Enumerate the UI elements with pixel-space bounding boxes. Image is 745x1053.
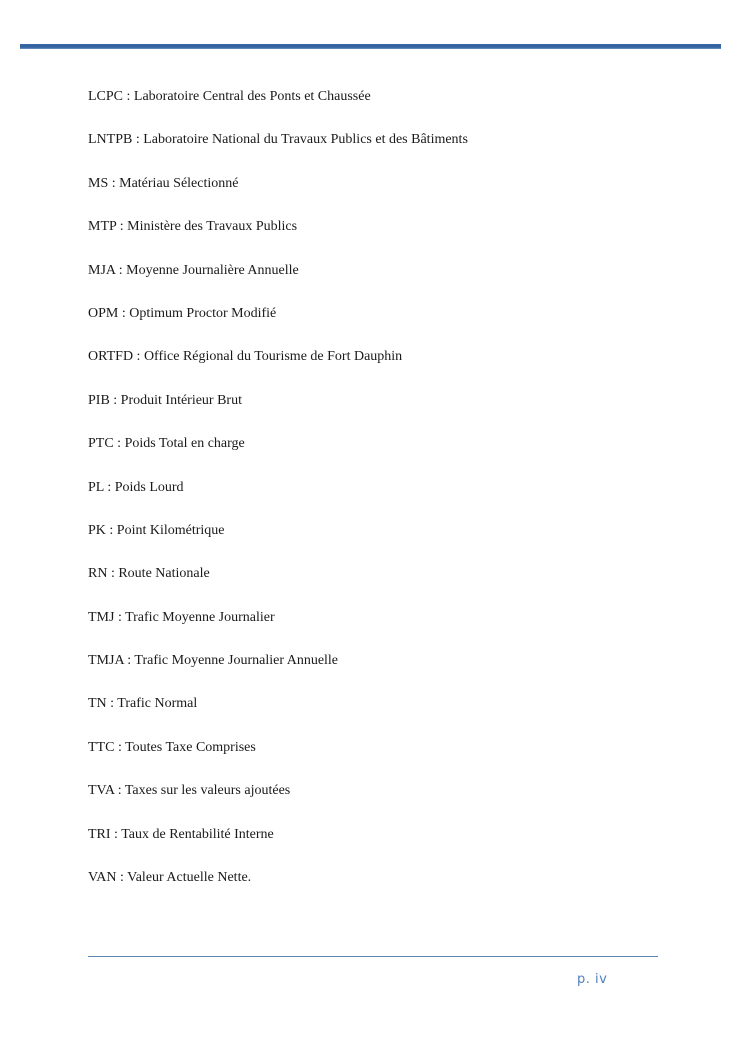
abbreviation-item: MS : Matériau Sélectionné <box>88 175 239 191</box>
abbreviation-item: TVA : Taxes sur les valeurs ajoutées <box>88 783 291 799</box>
abbreviation-list <box>88 87 668 911</box>
abbreviation-item: TTC : Toutes Taxe Comprises <box>88 739 256 755</box>
abbreviation-item: PL : Poids Lourd <box>88 479 184 495</box>
abbreviation-item: TMJ : Trafic Moyenne Journalier <box>88 609 275 625</box>
abbreviation-item: PK : Point Kilométrique <box>88 522 225 538</box>
abbreviation-item: TRI : Taux de Rentabilité Interne <box>88 826 274 842</box>
abbreviation-item: RN : Route Nationale <box>88 566 210 582</box>
footer-rule <box>88 956 658 957</box>
abbreviation-item: LCPC : Laboratoire Central des Ponts et Chaussée <box>88 89 371 104</box>
abbreviation-item: MTP : Ministère des Travaux Publics <box>88 219 298 235</box>
abbreviation-item: VAN : Valeur Actuelle Nette. <box>88 870 252 886</box>
abbreviation-item: ORTFD : Office Régional du Tourisme de Fort Dauphin <box>88 349 403 365</box>
abbreviation-item: TN : Trafic Normal <box>88 696 198 712</box>
abbreviation-item: PIB : Produit Intérieur Brut <box>88 392 242 408</box>
abbreviation-item: MJA : Moyenne Journalière Annuelle <box>88 262 299 278</box>
page-number: p. iv <box>577 972 608 987</box>
abbreviation-item: OPM : Optimum Proctor Modifié <box>88 305 277 321</box>
header-rule <box>20 44 721 49</box>
abbreviation-item: LNTPB : Laboratoire National du Travaux Publics et des Bâtiments <box>88 132 468 148</box>
abbreviation-item: PTC : Poids Total en charge <box>88 436 245 452</box>
abbreviation-item: TMJA : Trafic Moyenne Journalier Annuelle <box>88 653 339 669</box>
